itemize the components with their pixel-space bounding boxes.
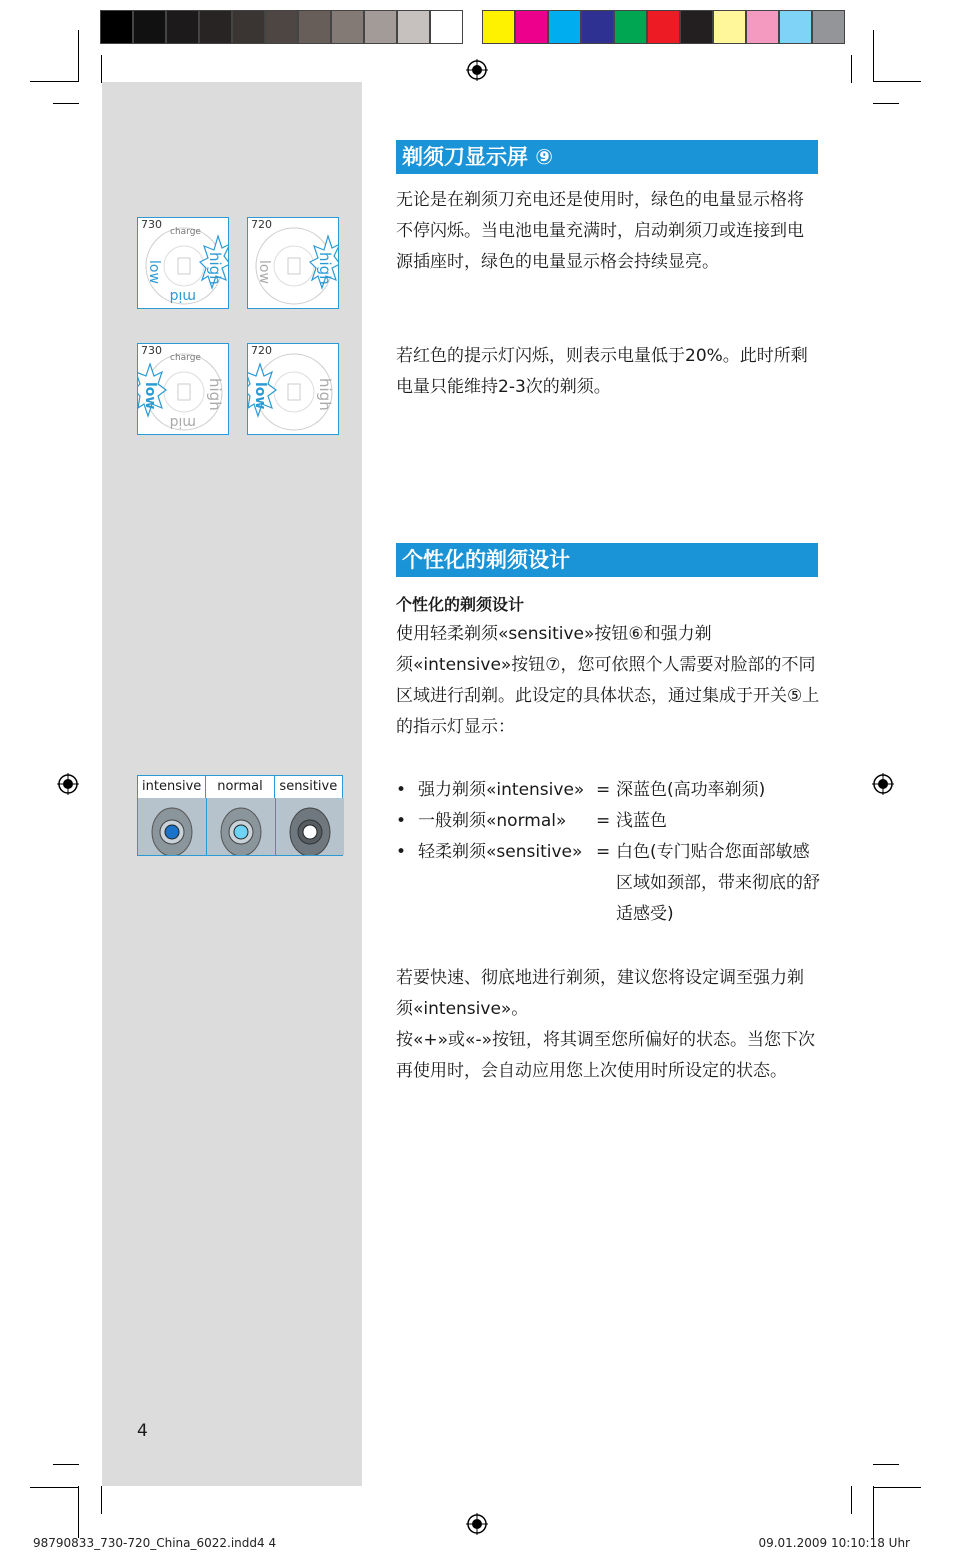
battery-ring-icon [248, 344, 339, 435]
mode-label-normal: normal [206, 776, 274, 798]
display-illustration-720-high [247, 217, 339, 309]
svg-text:high: high [206, 252, 224, 285]
svg-text:high: high [316, 252, 334, 285]
display-illustration-730-high [137, 217, 229, 309]
svg-text:low: low [146, 260, 162, 284]
mode-label-sensitive: sensitive [279, 779, 338, 794]
mode-bullet-list [396, 775, 820, 930]
svg-text:high: high [206, 378, 224, 411]
indicator-light-icon [207, 798, 275, 855]
color-swatch [548, 10, 581, 44]
crop-mark [30, 1487, 78, 1488]
battery-ring-icon [138, 218, 229, 309]
crop-mark [873, 1486, 874, 1538]
crop-mark [851, 1486, 852, 1514]
svg-text:mid: mid [169, 288, 196, 304]
mode-label-intensive: intensive [138, 776, 206, 798]
mode-switch-images [138, 798, 342, 855]
svg-text:charge: charge [170, 227, 201, 237]
crop-mark [873, 81, 921, 82]
crop-mark [101, 55, 102, 83]
color-swatch [614, 10, 647, 44]
color-swatch [713, 10, 746, 44]
registration-mark-icon [466, 59, 488, 81]
svg-text:charge: charge [170, 353, 201, 363]
svg-text:low: low [252, 382, 268, 410]
color-swatch [812, 10, 845, 44]
registration-mark-icon [466, 1513, 488, 1535]
display-paragraph-2: 若红色的提示灯闪烁，则表示电量低于20%。此时所剩电量只能维持2-3次的剃须。 [396, 346, 808, 397]
color-swatch [199, 10, 232, 44]
color-swatch [680, 10, 713, 44]
personalized-paragraph-1: 使用轻柔剃须«sensitive»按钮⑥和强力剃须«intensive»按钮⑦，您可依照个人需要对脸部的不同区域进行刮剃。此设定的具体状态，通过集成于开关⑤上的指示灯显示： [396, 624, 820, 737]
indicator-light-icon [138, 798, 206, 855]
crop-mark [78, 30, 79, 82]
color-swatch [265, 10, 298, 44]
list-item: • 一般剃须«normal» = 浅蓝色 [396, 811, 667, 831]
crop-mark [873, 1464, 899, 1465]
color-swatch [515, 10, 548, 44]
battery-ring-icon [248, 218, 339, 309]
svg-text:low: low [142, 382, 158, 410]
subheading-personalized: 个性化的剃须设计 [396, 595, 525, 614]
color-swatch [331, 10, 364, 44]
switch-normal [207, 798, 276, 855]
color-swatch [397, 10, 430, 44]
color-swatch [430, 10, 463, 44]
greyscale-color-bar [100, 10, 463, 46]
crop-mark [873, 1487, 921, 1488]
display-paragraph-1: 无论是在剃须刀充电还是使用时，绿色的电量显示格将不停闪烁。当电池电量充满时，启动剃须刀或连接到电源插座时，绿色的电量显示格会持续显亮。 [396, 190, 804, 272]
shave-mode-panel-illustration [137, 775, 343, 856]
model-number: 730 [141, 218, 162, 231]
crop-mark [53, 103, 79, 104]
personalized-paragraph-2: 若要快速、彻底地进行剃须，建议您将设定调至强力剃须«intensive»。 [396, 968, 804, 1019]
model-number: 730 [141, 344, 162, 357]
color-swatch [482, 10, 515, 44]
display-illustration-730-low [137, 343, 229, 435]
footer-file-info: 98790833_730-720_China_6022.indd4 4 [33, 1536, 277, 1550]
registration-mark-icon [872, 773, 894, 795]
crop-mark [30, 81, 78, 82]
color-swatch [100, 10, 133, 44]
color-swatch [779, 10, 812, 44]
svg-text:low: low [256, 260, 272, 284]
crop-mark [873, 30, 874, 82]
svg-text:high: high [316, 378, 334, 411]
section-heading-personalized: 个性化的剃须设计 [396, 543, 818, 577]
color-swatch [581, 10, 614, 44]
registration-mark-icon [57, 773, 79, 795]
personalized-paragraph-3: 按«+»或«-»按钮，将其调至您所偏好的状态。当您下次再使用时，会自动应用您上次使用时所设定的状态。 [396, 1030, 815, 1081]
footer-timestamp: 09.01.2009 10:10:18 Uhr [758, 1536, 910, 1550]
crop-mark [101, 1486, 102, 1514]
crop-mark [873, 103, 899, 104]
display-illustration-720-low [247, 343, 339, 435]
switch-intensive [138, 798, 207, 855]
color-swatch [298, 10, 331, 44]
section-heading-display: 剃须刀显示屏 ⑨ [396, 140, 818, 174]
crop-mark [851, 55, 852, 83]
crop-mark [78, 1486, 79, 1538]
list-item: • 轻柔剃须«sensitive» = 白色(专门贴合您面部敏感区域如颈部，带来彻底的舒适感受) [396, 842, 820, 924]
model-number: 720 [251, 344, 272, 357]
color-swatch [166, 10, 199, 44]
list-item: • 强力剃须«intensive» = 深蓝色(高功率剃须) [396, 780, 766, 800]
indicator-light-icon [276, 798, 344, 855]
page-number: 4 [137, 1421, 148, 1441]
color-swatch [746, 10, 779, 44]
svg-text:mid: mid [169, 414, 196, 430]
color-swatch [647, 10, 680, 44]
battery-ring-icon [138, 344, 229, 435]
mode-labels [138, 776, 342, 798]
color-swatch [232, 10, 265, 44]
color-swatch [364, 10, 397, 44]
process-color-bar [482, 10, 845, 46]
color-swatch [133, 10, 166, 44]
switch-sensitive [276, 798, 344, 855]
model-number: 720 [251, 218, 272, 231]
crop-mark [53, 1464, 79, 1465]
